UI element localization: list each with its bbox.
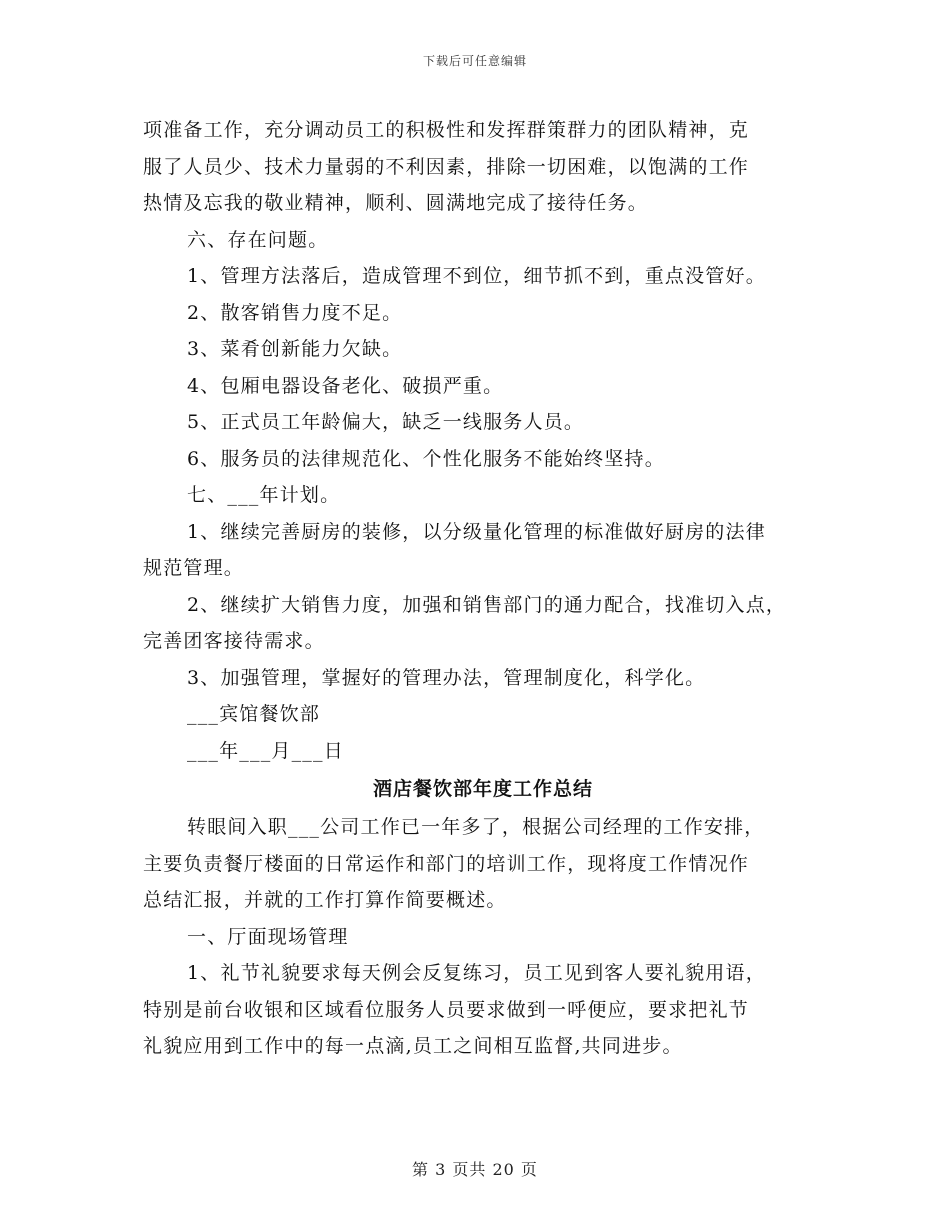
text-line: 总结汇报，并就的工作打算作简要概述。 <box>143 889 507 911</box>
text-line: 1、礼节礼貌要求每天例会反复练习，员工见到客人要礼貌用语， <box>187 962 766 984</box>
text-line: 3、菜肴创新能力欠缺。 <box>187 338 403 360</box>
text-line: 6、服务员的法律规范化、个性化服务不能始终坚持。 <box>187 447 665 470</box>
document-body <box>143 112 823 1065</box>
text-line: 转眼间入职___公司工作已一年多了，根据公司经理的工作安排， <box>187 816 765 838</box>
text-line: 2、继续扩大销售力度，加强和销售部门的通力配合，找准切入点， <box>187 593 787 616</box>
text-line: 特别是前台收银和区域看位服务人员要求做到一呼便应，要求把礼节 <box>143 998 750 1021</box>
text-line: 一、厅面现场管理 <box>187 925 349 948</box>
text-line: ___宾馆餐饮部 <box>187 703 321 725</box>
text-line: ___年___月___日 <box>187 739 344 762</box>
text-line: 1、管理方法落后，造成管理不到位，细节抓不到，重点没管好。 <box>187 265 766 287</box>
text-line: 六、存在问题。 <box>187 228 329 251</box>
section-title: 酒店餐饮部年度工作总结 <box>372 778 593 800</box>
text-line: 2、散客销售力度不足。 <box>187 301 403 324</box>
page-header: 下载后可任意编辑 <box>422 54 527 68</box>
paragraph-block-2 <box>143 809 823 1065</box>
text-line: 礼貌应用到工作中的每一点滴,员工之间相互监督,共同进步。 <box>143 1035 683 1057</box>
text-line: 服了人员少、技术力量弱的不利因素，排除一切困难，以饱满的工作 <box>143 155 750 178</box>
page-footer: 第 3 页共 20 页 <box>412 1160 538 1179</box>
text-line: 热情及忘我的敬业精神，顺利、圆满地完成了接待任务。 <box>143 192 649 214</box>
text-line: 项准备工作，充分调动员工的积极性和发挥群策群力的团队精神，克 <box>143 119 750 141</box>
paragraph-block-1 <box>143 112 823 769</box>
text-line: 5、正式员工年龄偏大，缺乏一线服务人员。 <box>187 411 585 433</box>
text-line: 七、___年计划。 <box>187 484 341 506</box>
text-line: 规范管理。 <box>143 557 245 579</box>
text-line: 3、加强管理，掌握好的管理办法，管理制度化，科学化。 <box>187 666 706 689</box>
text-line: 主要负责餐厅楼面的日常运作和部门的培训工作，现将度工作情况作 <box>143 852 750 875</box>
text-line: 1、继续完善厨房的装修，以分级量化管理的标准做好厨房的法律 <box>187 520 766 543</box>
text-line: 4、包厢电器设备老化、破损严重。 <box>187 374 504 397</box>
text-line: 完善团客接待需求。 <box>143 630 325 652</box>
